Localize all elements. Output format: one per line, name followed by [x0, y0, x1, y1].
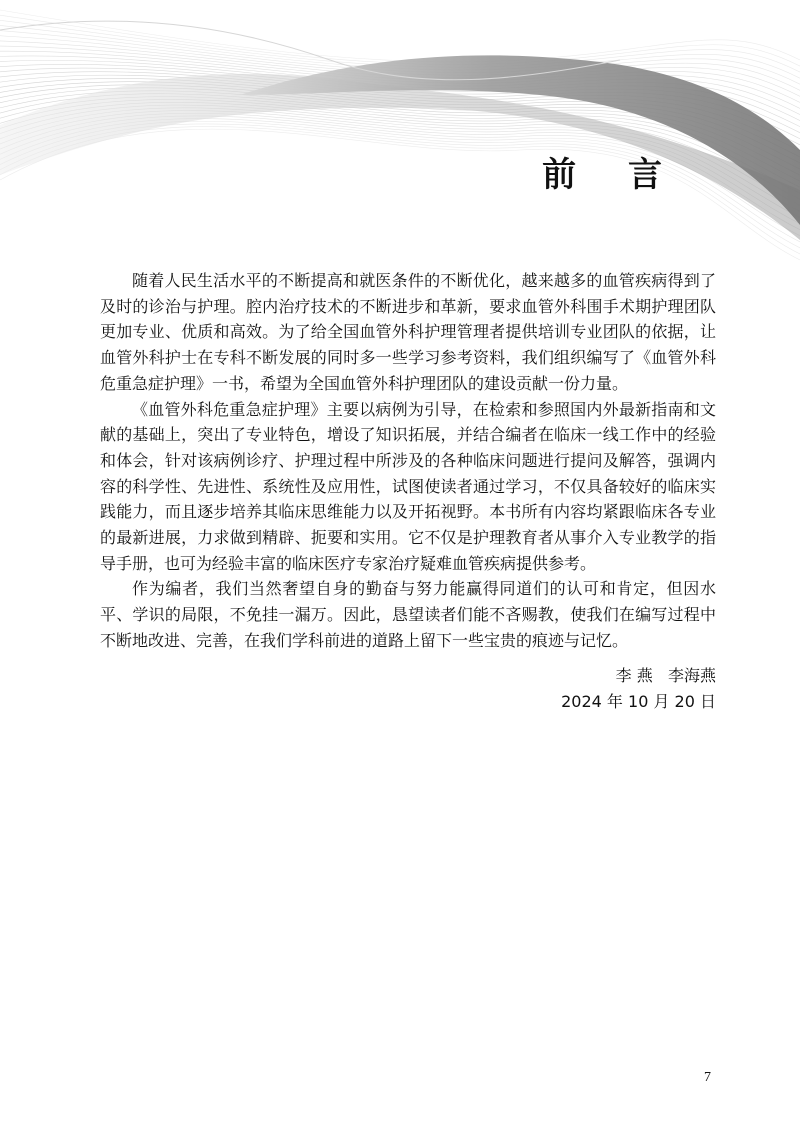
paragraph-3: 作为编者，我们当然奢望自身的勤奋与努力能赢得同道们的认可和肯定，但因水平、学识的局限，不免挂一漏万。因此，恳望读者们能不吝赐教，使我们在编写过程中不断地改进、完善，在我们学科前进的道路上留下一些宝贵的痕迹与记忆。 — [100, 579, 716, 650]
paragraph-2: 《血管外科危重急症护理》主要以病例为引导，在检索和参照国内外最新指南和文献的基础上，突出了专业特色，增设了知识拓展，并结合编者在临床一线工作中的经验和体会，针对该病例诊疗、护理过程中所涉及的各种临床问题进行提问及解答，强调内容的科学性、先进性、系统性及应用性，试图使读者通过学习，不仅具备较好的临床实践能力，而且逐步培养其临床思维能力以及开拓视野。本书所有内容均紧跟临床各专业的最新进展，力求做到精辟、扼要和实用。它不仅是护理教育者从事介入专业教学的指导手册，也可为经验丰富的临床医疗专家治疗疑难血管疾病提供参考。 — [100, 399, 716, 573]
author-names: 李 燕 李海燕 — [615, 666, 716, 685]
page-number: 7 — [704, 1070, 711, 1085]
paragraph-1: 随着人民生活水平的不断提高和就医条件的不断优化，越来越多的血管疾病得到了及时的诊治与护理。腔内治疗技术的不断进步和革新，要求血管外科围手术期护理团队更加专业、优质和高效。为了给全国血管外科护理管理者提供培训专业团队的依据，让血管外科护士在专科不断发展的同时多一些学习参考资料，我们组织编写了《血管外科危重急症护理》一书，希望为全国血管外科护理团队的建设贡献一份力量。 — [100, 271, 716, 393]
page-title: 前 言 — [542, 155, 682, 195]
signature-date: 2024 年 10 月 20 日 — [561, 692, 716, 711]
signature-block — [561, 663, 716, 715]
preface-body — [100, 268, 716, 654]
